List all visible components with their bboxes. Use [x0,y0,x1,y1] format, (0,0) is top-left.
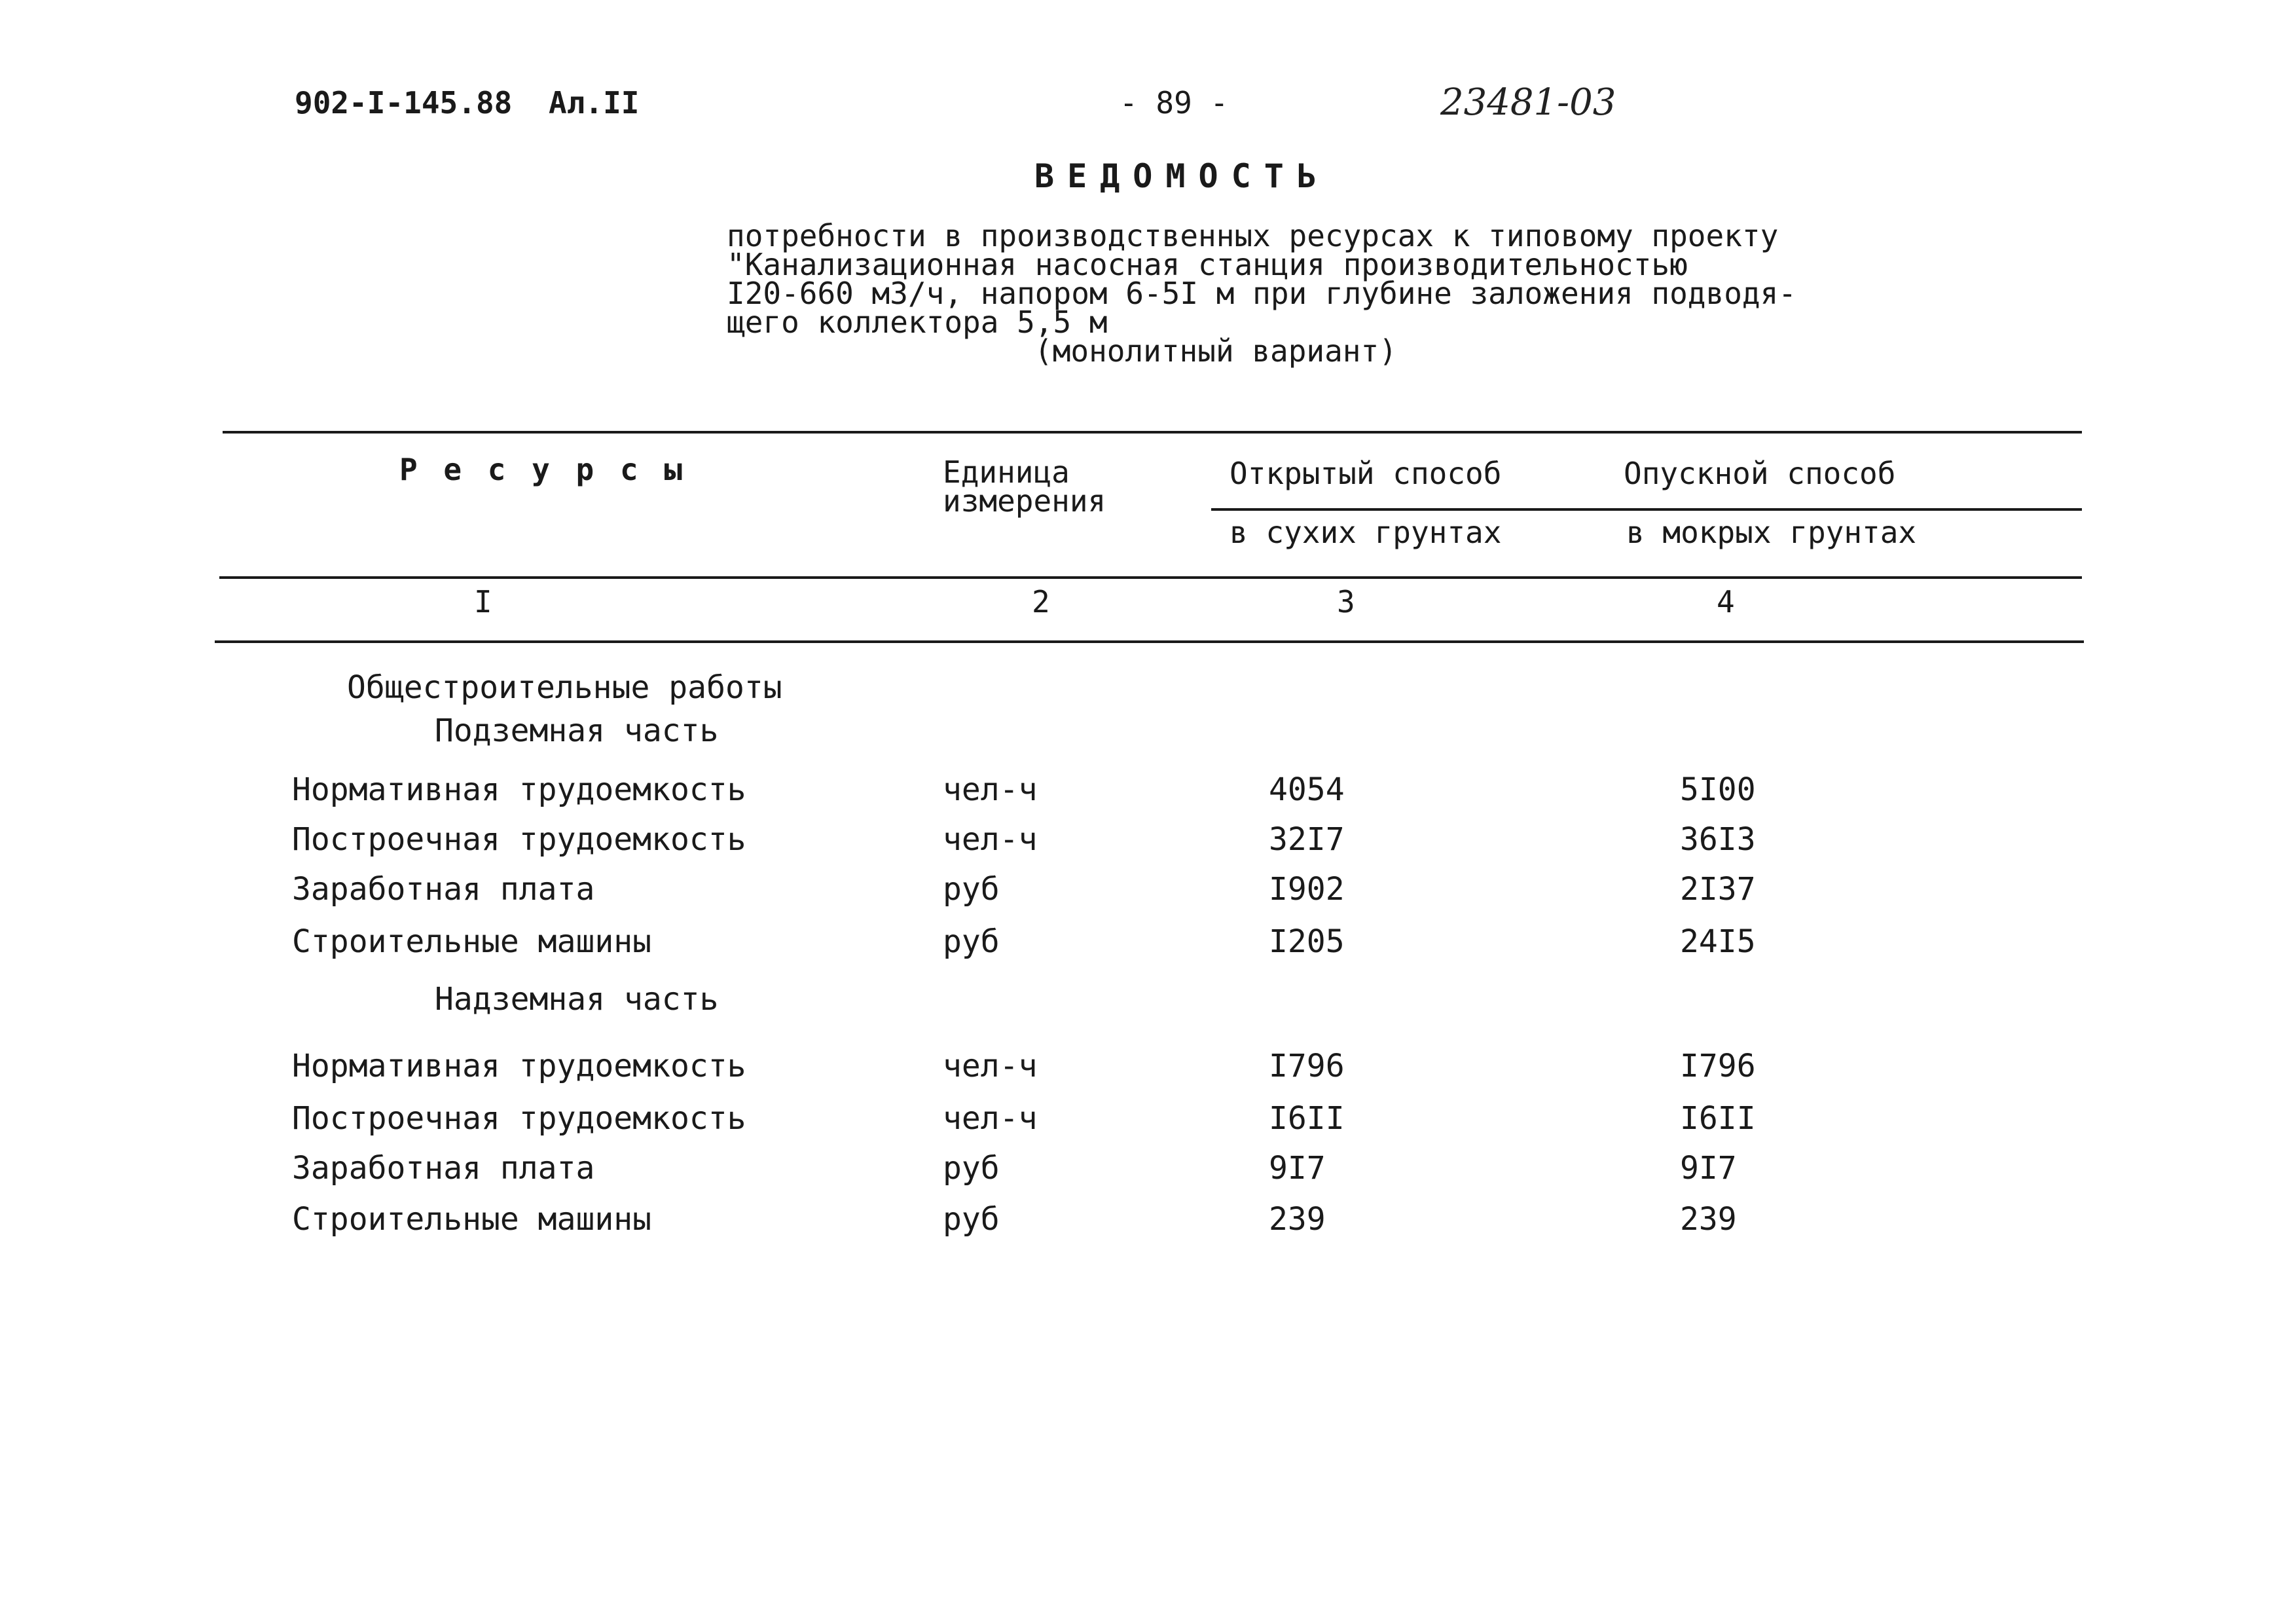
row-sink-value: 5I00 [1680,771,1756,808]
row-unit: руб [943,871,1000,908]
handwritten-inventory-number: 23481-03 [1440,81,1616,124]
row-unit: чел-ч [943,771,1038,808]
row-unit: руб [943,1150,1000,1187]
row-unit: чел-ч [943,821,1038,858]
underground-title: Подземная часть [435,712,719,749]
subtitle-line-2: "Канализационная насосная станция производительностью [727,247,1688,282]
row-open-value: 9I7 [1269,1150,1326,1187]
row-resource: Нормативная трудоемкость [292,771,746,808]
row-unit: чел-ч [943,1048,1038,1084]
document-code: 902-I-145.88 [295,85,513,120]
row-sink-value: 239 [1680,1201,1737,1238]
subtitle-line-3: I20-660 м3/ч, напором 6-5I м при глубине заложения подводя- [727,276,1796,311]
row-open-value: I6II [1269,1100,1345,1137]
album-number: Ал.II [549,85,640,120]
row-open-value: 32I7 [1269,821,1345,858]
column-number-3: 3 [1337,584,1355,619]
row-resource: Заработная плата [292,871,595,908]
header-resources: Р е с у р с ы [399,452,687,487]
row-unit: руб [943,1201,1000,1238]
table-subheader-rule [1211,508,2082,511]
row-unit: руб [943,923,1000,960]
row-resource: Строительные машины [292,923,652,960]
row-sink-value: I6II [1680,1100,1756,1137]
row-open-value: 239 [1269,1201,1326,1238]
table-numbers-bottom-rule [215,640,2084,643]
row-resource: Строительные машины [292,1201,652,1238]
aboveground-title: Надземная часть [435,981,719,1018]
column-number-2: 2 [1032,584,1050,619]
table-top-rule [223,431,2082,434]
row-unit: чел-ч [943,1100,1038,1137]
subtitle-line-1: потребности в производственных ресурсах к типовому проекту [727,218,1779,253]
row-sink-value: 24I5 [1680,923,1756,960]
header-open-method: Открытый способ [1230,456,1502,491]
header-unit-line1: Единица [943,454,1070,490]
row-sink-value: 9I7 [1680,1150,1737,1187]
row-resource: Построечная трудоемкость [292,1100,746,1137]
row-sink-value: I796 [1680,1048,1756,1084]
table-header-bottom-rule [219,576,2082,579]
section-title: Общестроительные работы [347,669,782,706]
header-sink-method: Опускной способ [1624,456,1896,491]
row-open-value: I902 [1269,871,1345,908]
document-title: ВЕДОМОСТЬ [1034,157,1330,195]
row-resource: Нормативная трудоемкость [292,1048,746,1084]
column-number-1: I [474,584,492,619]
row-open-value: I796 [1269,1048,1345,1084]
row-sink-value: 36I3 [1680,821,1756,858]
subtitle-line-5: (монолитный вариант) [1034,333,1397,369]
row-resource: Построечная трудоемкость [292,821,746,858]
row-sink-value: 2I37 [1680,871,1756,908]
header-wet-soil: в мокрых грунтах [1626,515,1917,550]
header-unit-line2: измерения [943,483,1106,519]
row-open-value: 4054 [1269,771,1345,808]
page-number: - 89 - [1120,85,1229,120]
header-dry-soil: в сухих грунтах [1230,515,1502,550]
column-number-4: 4 [1717,584,1735,619]
row-resource: Заработная плата [292,1150,595,1187]
row-open-value: I205 [1269,923,1345,960]
subtitle-line-4: щего коллектора 5,5 м [727,304,1108,340]
